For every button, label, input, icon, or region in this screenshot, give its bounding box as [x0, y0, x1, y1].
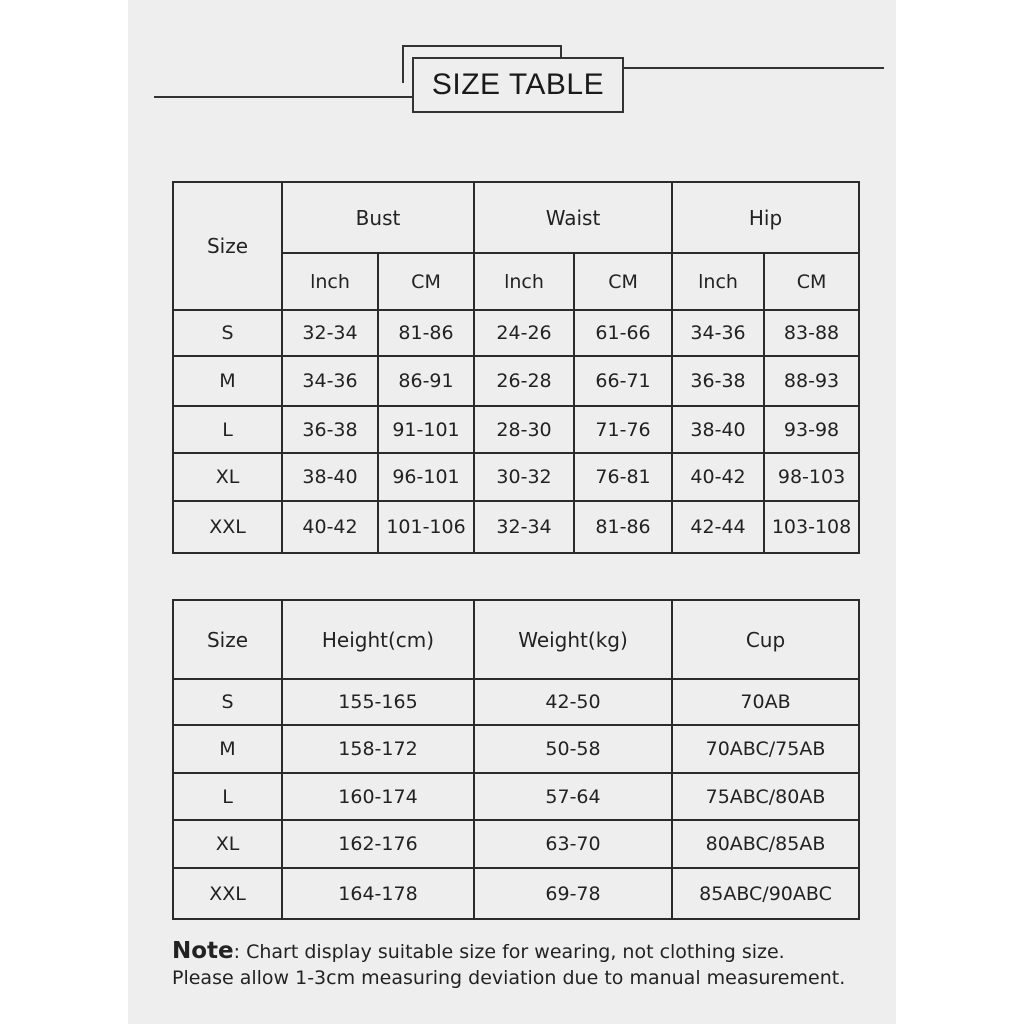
title-frame — [412, 57, 624, 113]
table-row — [173, 501, 859, 553]
hip-header: Hip — [672, 182, 859, 253]
size-cell: XXL — [173, 868, 282, 919]
table-cell: 70ABC/75AB — [672, 725, 859, 773]
table-cell: 75ABC/80AB — [672, 773, 859, 820]
unit-header: CM — [574, 253, 672, 310]
table-cell: 42-50 — [474, 679, 672, 725]
bust-header: Bust — [282, 182, 474, 253]
size-cell: S — [173, 679, 282, 725]
table-cell: 24-26 — [474, 310, 574, 356]
table-cell: 93-98 — [764, 406, 859, 453]
measurement-table — [172, 181, 860, 554]
page-title: SIZE TABLE — [431, 68, 605, 101]
table-row — [173, 773, 859, 820]
table-cell: 71-76 — [574, 406, 672, 453]
table-cell: 91-101 — [378, 406, 474, 453]
table-row — [173, 356, 859, 406]
height-header: Height(cm) — [282, 600, 474, 679]
table-cell: 160-174 — [282, 773, 474, 820]
size-note — [172, 938, 892, 991]
table-cell: 34-36 — [282, 356, 378, 406]
size-cell: XXL — [173, 501, 282, 553]
size-cell: L — [173, 406, 282, 453]
table-row — [173, 868, 859, 919]
table-cell: 80ABC/85AB — [672, 820, 859, 868]
table-row — [173, 725, 859, 773]
table-cell: 38-40 — [672, 406, 764, 453]
size-chart-page — [128, 0, 896, 1024]
table-cell: 86-91 — [378, 356, 474, 406]
table-cell: 36-38 — [672, 356, 764, 406]
fit-header-row — [173, 600, 859, 679]
table-cell: 83-88 — [764, 310, 859, 356]
note-label: Note — [172, 938, 234, 964]
table-cell: 76-81 — [574, 453, 672, 501]
table-row — [173, 453, 859, 501]
table-cell: 28-30 — [474, 406, 574, 453]
table-cell: 103-108 — [764, 501, 859, 553]
note-line-2: Please allow 1-3cm measuring deviation due to manual measurement. — [172, 967, 846, 989]
table-cell: 98-103 — [764, 453, 859, 501]
table-cell: 155-165 — [282, 679, 474, 725]
measurement-header-row — [173, 182, 859, 253]
unit-header: CM — [378, 253, 474, 310]
title-rule-right — [622, 67, 884, 69]
table-cell: 30-32 — [474, 453, 574, 501]
table-row — [173, 310, 859, 356]
size-cell: M — [173, 725, 282, 773]
table-cell: 63-70 — [474, 820, 672, 868]
table-cell: 42-44 — [672, 501, 764, 553]
table-cell: 96-101 — [378, 453, 474, 501]
fit-table — [172, 599, 860, 920]
table-cell: 34-36 — [672, 310, 764, 356]
size-cell: M — [173, 356, 282, 406]
waist-header: Waist — [474, 182, 672, 253]
table-cell: 61-66 — [574, 310, 672, 356]
size-cell: S — [173, 310, 282, 356]
table-cell: 81-86 — [574, 501, 672, 553]
table-cell: 88-93 — [764, 356, 859, 406]
table-cell: 36-38 — [282, 406, 378, 453]
size-header: Size — [173, 182, 282, 310]
unit-header: lnch — [672, 253, 764, 310]
size-cell: XL — [173, 453, 282, 501]
table-cell: 164-178 — [282, 868, 474, 919]
table-cell: 158-172 — [282, 725, 474, 773]
size-cell: XL — [173, 820, 282, 868]
note-text: : Chart display suitable size for wearing, not clothing size. — [233, 941, 785, 963]
cup-header: Cup — [672, 600, 859, 679]
note-line-1 — [172, 938, 892, 965]
table-cell: 162-176 — [282, 820, 474, 868]
table-cell: 40-42 — [672, 453, 764, 501]
table-cell: 70AB — [672, 679, 859, 725]
table-cell: 57-64 — [474, 773, 672, 820]
size-cell: L — [173, 773, 282, 820]
title-rule-left — [154, 96, 412, 98]
table-cell: 38-40 — [282, 453, 378, 501]
unit-header: lnch — [474, 253, 574, 310]
table-cell: 32-34 — [474, 501, 574, 553]
weight-header: Weight(kg) — [474, 600, 672, 679]
table-cell: 101-106 — [378, 501, 474, 553]
table-cell: 66-71 — [574, 356, 672, 406]
table-cell: 26-28 — [474, 356, 574, 406]
table-cell: 85ABC/90ABC — [672, 868, 859, 919]
table-cell: 32-34 — [282, 310, 378, 356]
unit-header: CM — [764, 253, 859, 310]
table-row — [173, 406, 859, 453]
table-cell: 50-58 — [474, 725, 672, 773]
table-cell: 69-78 — [474, 868, 672, 919]
table-cell: 81-86 — [378, 310, 474, 356]
size-header: Size — [173, 600, 282, 679]
table-row — [173, 679, 859, 725]
unit-header: lnch — [282, 253, 378, 310]
table-row — [173, 820, 859, 868]
table-cell: 40-42 — [282, 501, 378, 553]
